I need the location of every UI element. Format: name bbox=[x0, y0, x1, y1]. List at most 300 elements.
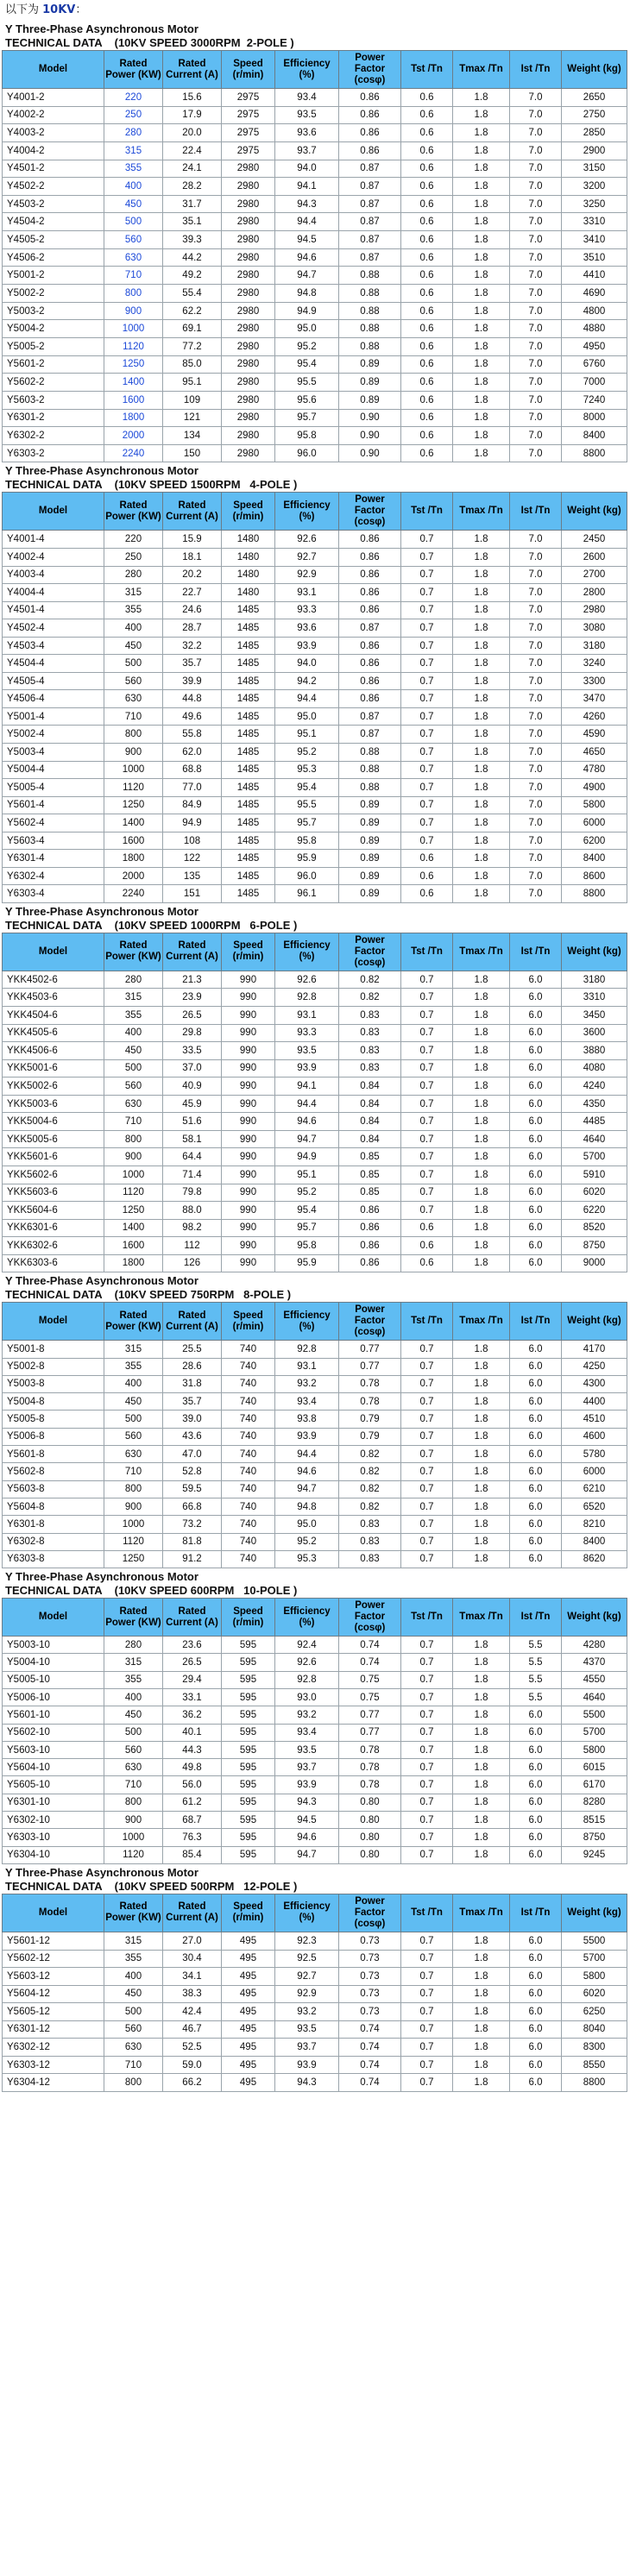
column-header: Weight (kg) bbox=[562, 493, 627, 531]
table-cell: 6.0 bbox=[510, 1007, 562, 1025]
table-cell: 43.6 bbox=[163, 1428, 222, 1445]
model-cell: Y4001-4 bbox=[3, 531, 104, 549]
table-cell: 36.2 bbox=[163, 1706, 222, 1724]
table-cell: 8040 bbox=[562, 2020, 627, 2039]
table-cell: 1.8 bbox=[453, 707, 510, 726]
table-row bbox=[3, 1794, 627, 1811]
table-cell: 1.8 bbox=[453, 1671, 510, 1688]
table-cell: 95.0 bbox=[275, 320, 339, 338]
model-cell: Y5002-8 bbox=[3, 1358, 104, 1375]
table-cell: 151 bbox=[163, 885, 222, 903]
page-title-prefix: 以下为 bbox=[5, 3, 43, 16]
spec-table bbox=[2, 1894, 627, 2092]
table-cell: 6.0 bbox=[510, 1095, 562, 1113]
table-cell: 94.4 bbox=[275, 1095, 339, 1113]
table-row bbox=[3, 867, 627, 885]
table-cell: 6250 bbox=[562, 2003, 627, 2021]
table-cell: 0.7 bbox=[401, 1078, 453, 1096]
table-cell: 33.1 bbox=[163, 1688, 222, 1706]
table-cell: 77.2 bbox=[163, 337, 222, 355]
table-header-row bbox=[3, 1599, 627, 1637]
table-cell: 2980 bbox=[222, 248, 275, 267]
table-cell: 6.0 bbox=[510, 1237, 562, 1255]
table-cell: 77.0 bbox=[163, 779, 222, 797]
table-cell: 280 bbox=[104, 1637, 163, 1654]
table-cell: 740 bbox=[222, 1428, 275, 1445]
table-cell: 1.8 bbox=[453, 850, 510, 868]
table-cell: 1.8 bbox=[453, 231, 510, 249]
table-cell: 35.7 bbox=[163, 655, 222, 673]
table-cell: 355 bbox=[104, 1950, 163, 1968]
table-cell: 94.7 bbox=[275, 1480, 339, 1498]
table-cell: 6.0 bbox=[510, 1202, 562, 1220]
table-cell: 0.7 bbox=[401, 1059, 453, 1078]
table-cell: 1.8 bbox=[453, 1375, 510, 1392]
table-cell: 0.88 bbox=[339, 779, 401, 797]
table-cell: 9245 bbox=[562, 1846, 627, 1863]
table-cell: 0.7 bbox=[401, 1724, 453, 1741]
table-row bbox=[3, 1654, 627, 1671]
table-cell: 1.8 bbox=[453, 1480, 510, 1498]
table-row bbox=[3, 1237, 627, 1255]
table-cell: 94.7 bbox=[275, 1846, 339, 1863]
table-cell: 0.7 bbox=[401, 690, 453, 708]
model-cell: Y5001-2 bbox=[3, 267, 104, 285]
table-cell: 96.0 bbox=[275, 444, 339, 462]
table-cell: 31.7 bbox=[163, 195, 222, 213]
model-cell: YKK5003-6 bbox=[3, 1095, 104, 1113]
table-cell: 1.8 bbox=[453, 549, 510, 567]
table-cell: 32.2 bbox=[163, 637, 222, 655]
table-row bbox=[3, 1428, 627, 1445]
table-cell: 500 bbox=[104, 655, 163, 673]
table-cell: 3180 bbox=[562, 971, 627, 989]
table-cell: 740 bbox=[222, 1358, 275, 1375]
column-header: Rated Current (A) bbox=[163, 493, 222, 531]
column-header: Efficiency (%) bbox=[275, 933, 339, 971]
column-header: Speed (r/min) bbox=[222, 51, 275, 89]
table-cell: 5500 bbox=[562, 1932, 627, 1950]
model-cell: Y5602-12 bbox=[3, 1950, 104, 1968]
model-cell: Y5604-8 bbox=[3, 1498, 104, 1515]
table-cell: 4800 bbox=[562, 302, 627, 320]
table-cell: 1.8 bbox=[453, 971, 510, 989]
table-cell: 2980 bbox=[222, 337, 275, 355]
table-cell: 93.4 bbox=[275, 1393, 339, 1411]
column-header: Speed (r/min) bbox=[222, 1894, 275, 1932]
table-cell: 95.8 bbox=[275, 832, 339, 850]
table-row bbox=[3, 1759, 627, 1776]
table-cell: 1000 bbox=[104, 761, 163, 779]
table-row bbox=[3, 672, 627, 690]
column-header: Weight (kg) bbox=[562, 933, 627, 971]
table-cell: 0.83 bbox=[339, 1042, 401, 1060]
table-cell: 93.5 bbox=[275, 106, 339, 124]
table-cell: 0.83 bbox=[339, 1024, 401, 1042]
section-heading bbox=[2, 1864, 627, 1894]
table-cell: 2000 bbox=[104, 867, 163, 885]
table-cell: 7.0 bbox=[510, 427, 562, 445]
model-cell: YKK5601-6 bbox=[3, 1148, 104, 1166]
model-cell: Y5601-12 bbox=[3, 1932, 104, 1950]
table-cell: 7.0 bbox=[510, 178, 562, 196]
table-cell: 1.8 bbox=[453, 1202, 510, 1220]
table-cell: 0.7 bbox=[401, 1463, 453, 1480]
table-cell: 0.7 bbox=[401, 1148, 453, 1166]
table-cell: 94.7 bbox=[275, 1130, 339, 1148]
table-cell: 7.0 bbox=[510, 744, 562, 762]
table-cell: 220 bbox=[104, 89, 163, 107]
table-cell: 0.6 bbox=[401, 320, 453, 338]
table-cell: 7.0 bbox=[510, 637, 562, 655]
table-cell: 0.6 bbox=[401, 248, 453, 267]
table-cell: 800 bbox=[104, 285, 163, 303]
table-cell: 93.5 bbox=[275, 1741, 339, 1758]
section-title: Y Three-Phase Asynchronous Motor bbox=[5, 1570, 198, 1584]
table-cell: 1.8 bbox=[453, 1776, 510, 1794]
table-cell: 2650 bbox=[562, 89, 627, 107]
table-cell: 95.1 bbox=[275, 1165, 339, 1184]
table-cell: 7.0 bbox=[510, 690, 562, 708]
table-cell: 64.4 bbox=[163, 1148, 222, 1166]
table-cell: 0.6 bbox=[401, 195, 453, 213]
table-cell: 0.74 bbox=[339, 1654, 401, 1671]
table-cell: 1.8 bbox=[453, 1794, 510, 1811]
table-cell: 8515 bbox=[562, 1812, 627, 1829]
table-cell: 0.86 bbox=[339, 1254, 401, 1272]
model-cell: YKK4505-6 bbox=[3, 1024, 104, 1042]
table-cell: 500 bbox=[104, 1724, 163, 1741]
table-cell: 2850 bbox=[562, 124, 627, 142]
model-cell: Y6303-2 bbox=[3, 444, 104, 462]
table-cell: 0.88 bbox=[339, 267, 401, 285]
table-cell: 0.7 bbox=[401, 1184, 453, 1202]
table-cell: 0.88 bbox=[339, 320, 401, 338]
table-cell: 495 bbox=[222, 2039, 275, 2057]
table-cell: 710 bbox=[104, 1463, 163, 1480]
table-cell: 94.4 bbox=[275, 213, 339, 231]
column-header: Speed (r/min) bbox=[222, 1303, 275, 1341]
table-cell: 4550 bbox=[562, 1671, 627, 1688]
table-cell: 0.82 bbox=[339, 1480, 401, 1498]
table-row bbox=[3, 655, 627, 673]
table-cell: 95.4 bbox=[275, 355, 339, 374]
table-row bbox=[3, 248, 627, 267]
model-cell: YKK4504-6 bbox=[3, 1007, 104, 1025]
table-cell: 250 bbox=[104, 106, 163, 124]
table-cell: 1.8 bbox=[453, 1741, 510, 1758]
table-cell: 0.89 bbox=[339, 796, 401, 814]
table-cell: 0.86 bbox=[339, 566, 401, 584]
table-cell: 1.8 bbox=[453, 106, 510, 124]
table-cell: 0.74 bbox=[339, 2020, 401, 2039]
table-cell: 0.86 bbox=[339, 531, 401, 549]
table-row bbox=[3, 267, 627, 285]
table-cell: 40.1 bbox=[163, 1724, 222, 1741]
table-cell: 0.7 bbox=[401, 1550, 453, 1568]
table-cell: 4250 bbox=[562, 1358, 627, 1375]
column-header: Weight (kg) bbox=[562, 1894, 627, 1932]
table-row bbox=[3, 850, 627, 868]
table-cell: 1.8 bbox=[453, 1654, 510, 1671]
table-cell: 450 bbox=[104, 1042, 163, 1060]
table-cell: 800 bbox=[104, 2074, 163, 2092]
section-heading bbox=[2, 903, 627, 933]
table-cell: 560 bbox=[104, 1741, 163, 1758]
table-cell: 500 bbox=[104, 2003, 163, 2021]
table-cell: 0.7 bbox=[401, 832, 453, 850]
model-cell: Y5602-8 bbox=[3, 1463, 104, 1480]
table-cell: 92.8 bbox=[275, 989, 339, 1007]
table-cell: 95.8 bbox=[275, 1237, 339, 1255]
column-header: Rated Power (KW) bbox=[104, 493, 163, 531]
table-cell: 6.0 bbox=[510, 1341, 562, 1358]
table-cell: 4410 bbox=[562, 267, 627, 285]
table-cell: 0.6 bbox=[401, 1219, 453, 1237]
table-row bbox=[3, 619, 627, 638]
table-cell: 355 bbox=[104, 1358, 163, 1375]
table-cell: 1600 bbox=[104, 391, 163, 409]
table-cell: 6.0 bbox=[510, 1759, 562, 1776]
model-cell: Y5005-4 bbox=[3, 779, 104, 797]
table-cell: 0.83 bbox=[339, 1533, 401, 1550]
table-cell: 4300 bbox=[562, 1375, 627, 1392]
table-cell: 0.7 bbox=[401, 1202, 453, 1220]
table-cell: 0.86 bbox=[339, 124, 401, 142]
table-cell: 990 bbox=[222, 1095, 275, 1113]
table-cell: 0.6 bbox=[401, 1254, 453, 1272]
table-cell: 0.87 bbox=[339, 707, 401, 726]
model-cell: Y4004-2 bbox=[3, 141, 104, 160]
table-cell: 0.7 bbox=[401, 1533, 453, 1550]
table-cell: 93.6 bbox=[275, 124, 339, 142]
table-cell: 23.9 bbox=[163, 989, 222, 1007]
table-cell: 28.2 bbox=[163, 178, 222, 196]
table-cell: 94.6 bbox=[275, 1463, 339, 1480]
table-cell: 0.86 bbox=[339, 672, 401, 690]
table-cell: 1.8 bbox=[453, 1985, 510, 2003]
table-cell: 6.0 bbox=[510, 971, 562, 989]
table-cell: 92.7 bbox=[275, 1968, 339, 1986]
table-cell: 7.0 bbox=[510, 832, 562, 850]
table-cell: 1250 bbox=[104, 1550, 163, 1568]
model-cell: Y6302-10 bbox=[3, 1812, 104, 1829]
table-cell: 1000 bbox=[104, 320, 163, 338]
table-cell: 315 bbox=[104, 1932, 163, 1950]
model-cell: Y5604-12 bbox=[3, 1985, 104, 2003]
table-cell: 7.0 bbox=[510, 248, 562, 267]
table-cell: 5800 bbox=[562, 796, 627, 814]
table-cell: 1600 bbox=[104, 832, 163, 850]
table-cell: 0.7 bbox=[401, 814, 453, 832]
table-cell: 1.8 bbox=[453, 302, 510, 320]
section-heading bbox=[2, 1568, 627, 1598]
table-cell: 1.8 bbox=[453, 1095, 510, 1113]
table-cell: 560 bbox=[104, 1078, 163, 1096]
table-cell: 20.2 bbox=[163, 566, 222, 584]
table-cell: 1480 bbox=[222, 584, 275, 602]
table-cell: 94.3 bbox=[275, 195, 339, 213]
model-cell: Y5604-10 bbox=[3, 1759, 104, 1776]
table-header-row bbox=[3, 1894, 627, 1932]
table-cell: 1.8 bbox=[453, 374, 510, 392]
table-cell: 2240 bbox=[104, 885, 163, 903]
table-cell: 1400 bbox=[104, 374, 163, 392]
table-cell: 315 bbox=[104, 989, 163, 1007]
table-cell: 1.8 bbox=[453, 427, 510, 445]
table-cell: 2980 bbox=[222, 444, 275, 462]
table-row bbox=[3, 1411, 627, 1428]
table-cell: 92.6 bbox=[275, 971, 339, 989]
table-row bbox=[3, 2039, 627, 2057]
table-cell: 95.7 bbox=[275, 814, 339, 832]
table-row bbox=[3, 1165, 627, 1184]
column-header: Ist /Tn bbox=[510, 1894, 562, 1932]
table-cell: 17.9 bbox=[163, 106, 222, 124]
table-cell: 990 bbox=[222, 1130, 275, 1148]
table-cell: 630 bbox=[104, 1759, 163, 1776]
page-title-voltage: 10KV bbox=[42, 3, 76, 16]
table-cell: 26.5 bbox=[163, 1007, 222, 1025]
table-cell: 1485 bbox=[222, 672, 275, 690]
table-cell: 6.0 bbox=[510, 1254, 562, 1272]
table-cell: 7.0 bbox=[510, 779, 562, 797]
table-row bbox=[3, 549, 627, 567]
table-cell: 595 bbox=[222, 1829, 275, 1846]
table-cell: 1.8 bbox=[453, 1968, 510, 1986]
model-cell: Y6302-8 bbox=[3, 1533, 104, 1550]
table-cell: 560 bbox=[104, 1428, 163, 1445]
table-row bbox=[3, 160, 627, 178]
table-cell: 6.0 bbox=[510, 1516, 562, 1533]
table-cell: 37.0 bbox=[163, 1059, 222, 1078]
table-cell: 0.80 bbox=[339, 1812, 401, 1829]
table-cell: 6.0 bbox=[510, 1184, 562, 1202]
table-cell: 0.86 bbox=[339, 601, 401, 619]
table-cell: 990 bbox=[222, 1042, 275, 1060]
table-cell: 990 bbox=[222, 1148, 275, 1166]
model-cell: Y5605-12 bbox=[3, 2003, 104, 2021]
table-cell: 1.8 bbox=[453, 213, 510, 231]
column-header: Speed (r/min) bbox=[222, 493, 275, 531]
table-cell: 8800 bbox=[562, 2074, 627, 2092]
table-cell: 92.9 bbox=[275, 566, 339, 584]
table-cell: 39.3 bbox=[163, 231, 222, 249]
table-cell: 1250 bbox=[104, 1202, 163, 1220]
table-cell: 315 bbox=[104, 141, 163, 160]
table-cell: 740 bbox=[222, 1446, 275, 1463]
table-cell: 0.73 bbox=[339, 2003, 401, 2021]
table-cell: 595 bbox=[222, 1794, 275, 1811]
column-header: Rated Power (KW) bbox=[104, 1599, 163, 1637]
model-cell: Y5006-8 bbox=[3, 1428, 104, 1445]
table-cell: 740 bbox=[222, 1550, 275, 1568]
model-cell: Y4503-2 bbox=[3, 195, 104, 213]
table-cell: 39.9 bbox=[163, 672, 222, 690]
table-cell: 6.0 bbox=[510, 2074, 562, 2092]
table-cell: 95.6 bbox=[275, 391, 339, 409]
table-cell: 0.7 bbox=[401, 707, 453, 726]
model-cell: YKK6303-6 bbox=[3, 1254, 104, 1272]
table-cell: 92.6 bbox=[275, 1654, 339, 1671]
column-header: Efficiency (%) bbox=[275, 1894, 339, 1932]
table-cell: 0.84 bbox=[339, 1130, 401, 1148]
table-cell: 93.7 bbox=[275, 2039, 339, 2057]
table-row bbox=[3, 1113, 627, 1131]
table-cell: 315 bbox=[104, 1341, 163, 1358]
table-cell: 7.0 bbox=[510, 549, 562, 567]
table-cell: 47.0 bbox=[163, 1446, 222, 1463]
table-cell: 0.7 bbox=[401, 1637, 453, 1654]
spec-section bbox=[2, 1568, 627, 1864]
table-cell: 0.7 bbox=[401, 2020, 453, 2039]
table-cell: 0.7 bbox=[401, 1165, 453, 1184]
table-cell: 0.79 bbox=[339, 1411, 401, 1428]
table-cell: 1.8 bbox=[453, 885, 510, 903]
table-cell: 7.0 bbox=[510, 195, 562, 213]
table-cell: 1.8 bbox=[453, 1950, 510, 1968]
model-cell: Y4502-4 bbox=[3, 619, 104, 638]
table-cell: 400 bbox=[104, 619, 163, 638]
table-cell: 1.8 bbox=[453, 1341, 510, 1358]
table-cell: 29.8 bbox=[163, 1024, 222, 1042]
table-cell: 0.7 bbox=[401, 1095, 453, 1113]
table-cell: 990 bbox=[222, 1059, 275, 1078]
table-cell: 710 bbox=[104, 267, 163, 285]
table-cell: 22.4 bbox=[163, 141, 222, 160]
table-row bbox=[3, 285, 627, 303]
table-cell: 5.5 bbox=[510, 1671, 562, 1688]
model-cell: Y5603-10 bbox=[3, 1741, 104, 1758]
table-cell: 8400 bbox=[562, 850, 627, 868]
table-cell: 0.6 bbox=[401, 160, 453, 178]
section-title: Y Three-Phase Asynchronous Motor bbox=[5, 22, 198, 35]
table-cell: 96.0 bbox=[275, 867, 339, 885]
table-row bbox=[3, 1498, 627, 1515]
table-cell: 94.6 bbox=[275, 1113, 339, 1131]
table-cell: 6.0 bbox=[510, 1393, 562, 1411]
column-header: Ist /Tn bbox=[510, 51, 562, 89]
table-cell: 1.8 bbox=[453, 1829, 510, 1846]
column-header: Weight (kg) bbox=[562, 51, 627, 89]
table-cell: 4900 bbox=[562, 779, 627, 797]
section-title: Y Three-Phase Asynchronous Motor bbox=[5, 464, 198, 478]
table-cell: 94.0 bbox=[275, 655, 339, 673]
table-cell: 7.0 bbox=[510, 814, 562, 832]
table-row bbox=[3, 1516, 627, 1533]
table-cell: 94.9 bbox=[275, 302, 339, 320]
table-cell: 92.8 bbox=[275, 1341, 339, 1358]
table-row bbox=[3, 2003, 627, 2021]
table-cell: 2980 bbox=[222, 160, 275, 178]
model-cell: Y5001-4 bbox=[3, 707, 104, 726]
table-cell: 400 bbox=[104, 1375, 163, 1392]
table-cell: 0.87 bbox=[339, 248, 401, 267]
model-cell: Y6301-12 bbox=[3, 2020, 104, 2039]
table-cell: 88.0 bbox=[163, 1202, 222, 1220]
column-header: Power Factor (cosφ) bbox=[339, 1599, 401, 1637]
table-cell: 495 bbox=[222, 2074, 275, 2092]
table-cell: 62.0 bbox=[163, 744, 222, 762]
model-cell: Y4501-2 bbox=[3, 160, 104, 178]
column-header: Power Factor (cosφ) bbox=[339, 51, 401, 89]
table-cell: 0.82 bbox=[339, 971, 401, 989]
table-cell: 710 bbox=[104, 707, 163, 726]
table-cell: 6.0 bbox=[510, 1148, 562, 1166]
table-cell: 6210 bbox=[562, 1480, 627, 1498]
table-cell: 94.1 bbox=[275, 178, 339, 196]
spec-section bbox=[2, 903, 627, 1272]
